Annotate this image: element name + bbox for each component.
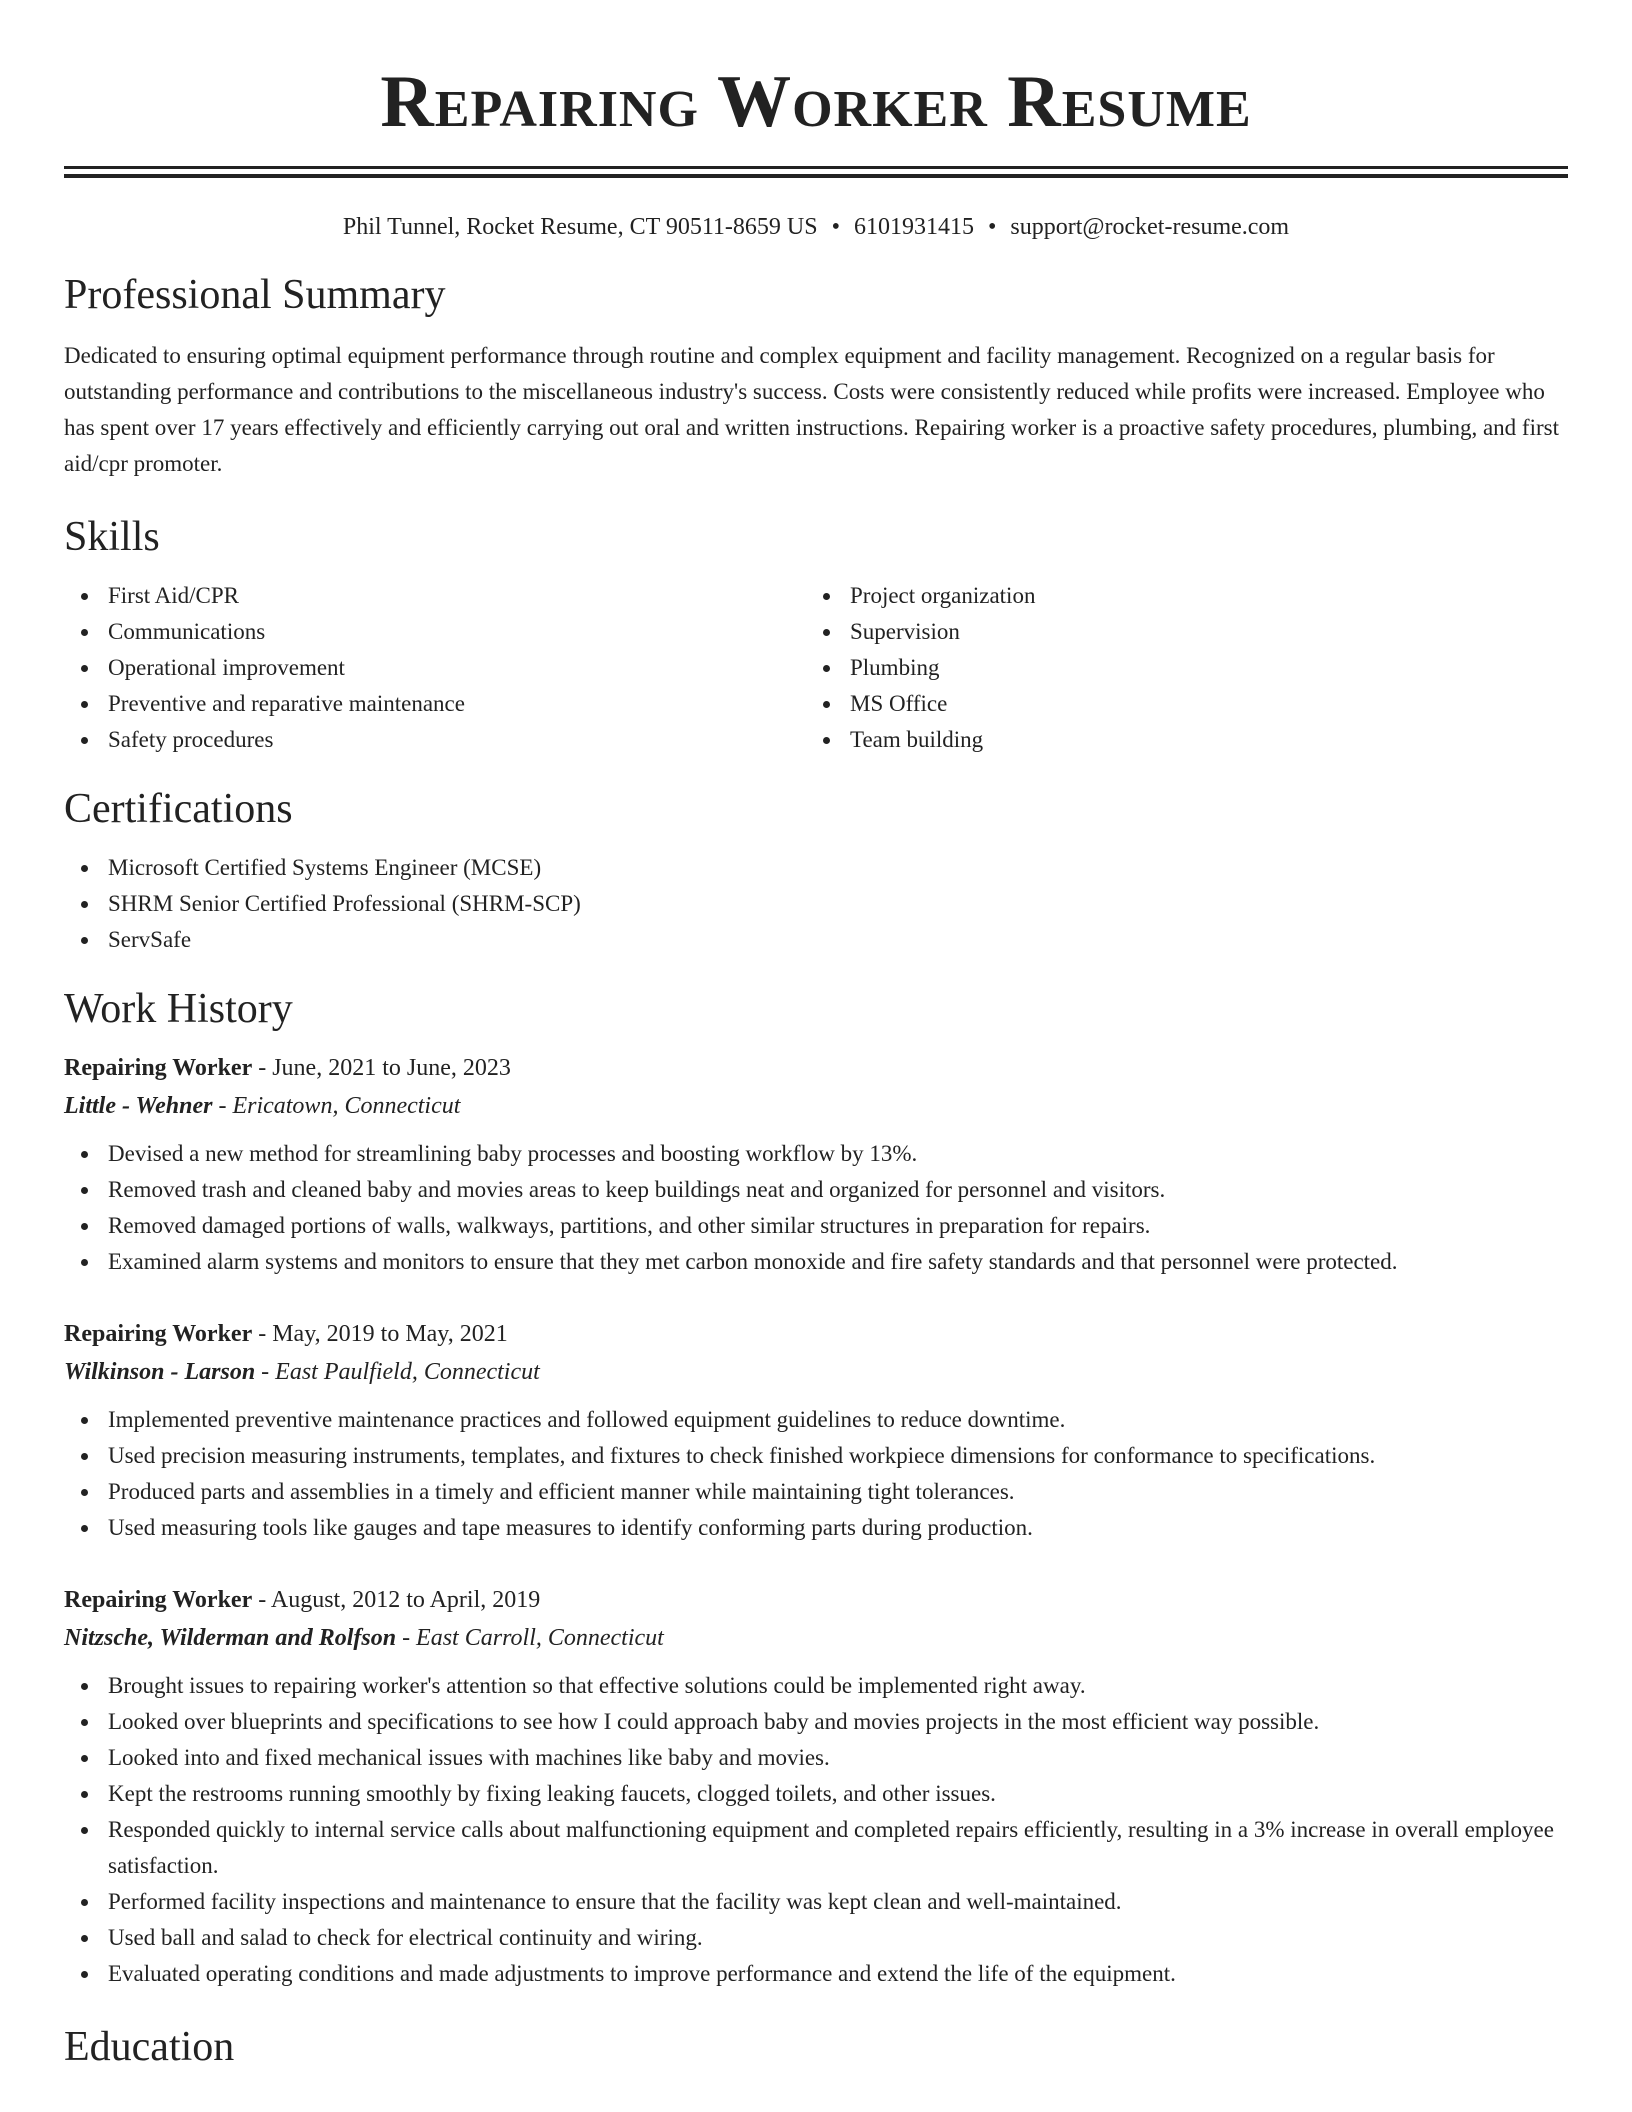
list-item: Removed trash and cleaned baby and movies areas to keep buildings neat and organized for personnel and visitors.	[64, 1172, 1568, 1208]
job-bullets	[64, 1136, 1568, 1280]
job-location: - East Paulfield, Connecticut	[261, 1359, 540, 1385]
work-history-list	[64, 1050, 1568, 1992]
contact-phone: 6101931415	[854, 214, 974, 240]
list-item: Removed damaged portions of walls, walkways, partitions, and other similar structures in preparation for repairs.	[64, 1208, 1568, 1244]
job-title: Repairing Worker	[64, 1321, 253, 1347]
skills-columns	[64, 578, 1568, 758]
list-item: First Aid/CPR	[64, 578, 806, 614]
contact-separator: •	[831, 214, 840, 240]
skills-list-right	[806, 578, 1548, 758]
job-entry	[64, 1316, 1568, 1546]
list-item: Team building	[806, 722, 1548, 758]
list-item: Supervision	[806, 614, 1548, 650]
job-company-line	[64, 1352, 1568, 1392]
title-rule-top	[64, 166, 1568, 169]
list-item: Looked over blueprints and specifications to see how I could approach baby and movies projects in the most efficient way possible.	[64, 1704, 1568, 1740]
list-item: Operational improvement	[64, 650, 806, 686]
list-item: Microsoft Certified Systems Engineer (MCSE)	[64, 850, 1568, 886]
list-item: Evaluated operating conditions and made adjustments to improve performance and extend the life of the equipment.	[64, 1956, 1568, 1992]
title-rule-bottom	[64, 174, 1568, 178]
list-item: Project organization	[806, 578, 1548, 614]
list-item: SHRM Senior Certified Professional (SHRM-SCP)	[64, 886, 1568, 922]
job-location: - East Carroll, Connecticut	[402, 1625, 664, 1651]
list-item: Looked into and fixed mechanical issues with machines like baby and movies.	[64, 1740, 1568, 1776]
job-bullets	[64, 1402, 1568, 1546]
job-title-line	[64, 1316, 1568, 1352]
contact-separator: •	[988, 214, 997, 240]
list-item: Safety procedures	[64, 722, 806, 758]
work-history-heading: Work History	[64, 986, 293, 1032]
list-item: Produced parts and assemblies in a timely and efficient manner while maintaining tight tolerances.	[64, 1474, 1568, 1510]
job-company: Wilkinson - Larson	[64, 1359, 256, 1385]
certifications-heading: Certifications	[64, 786, 293, 832]
skills-list-left	[64, 578, 806, 758]
list-item: Kept the restrooms running smoothly by fixing leaking faucets, clogged toilets, and other issues.	[64, 1776, 1568, 1812]
skills-heading: Skills	[64, 514, 160, 560]
job-bullets	[64, 1668, 1568, 1992]
job-company: Nitzsche, Wilderman and Rolfson	[64, 1625, 397, 1651]
list-item: Used ball and salad to check for electrical continuity and wiring.	[64, 1920, 1568, 1956]
list-item: Plumbing	[806, 650, 1548, 686]
list-item: Performed facility inspections and maintenance to ensure that the facility was kept clean and well-maintained.	[64, 1884, 1568, 1920]
job-location: - Ericatown, Connecticut	[218, 1093, 461, 1119]
education-heading: Education	[64, 2024, 235, 2070]
job-dates: - August, 2012 to April, 2019	[258, 1587, 541, 1613]
job-dates: - May, 2019 to May, 2021	[258, 1321, 508, 1347]
job-company: Little - Wehner	[64, 1093, 213, 1119]
job-dates: - June, 2021 to June, 2023	[258, 1055, 511, 1081]
job-title: Repairing Worker	[64, 1587, 253, 1613]
list-item: MS Office	[806, 686, 1548, 722]
job-company-line	[64, 1618, 1568, 1658]
job-title-line	[64, 1582, 1568, 1618]
job-title: Repairing Worker	[64, 1055, 253, 1081]
contact-email: support@rocket-resume.com	[1010, 214, 1290, 240]
summary-heading: Professional Summary	[64, 272, 446, 318]
summary-text: Dedicated to ensuring optimal equipment performance through routine and complex equipment and facility management. Recognized on a regular basis for outstanding performance and contributions to the miscellaneous industry's success. Costs were consistently reduced while profits were increased. Employee who has spent over 17 years effectively and efficiently carrying out oral and written instructions. Repairing worker is a proactive safety procedures, plumbing, and first aid/cpr promoter.	[64, 343, 1559, 476]
resume-title: Repairing Worker Resume	[380, 61, 1252, 143]
resume-page	[64, 0, 1568, 2072]
job-company-line	[64, 1086, 1568, 1126]
list-item: Devised a new method for streamlining baby processes and boosting workflow by 13%.	[64, 1136, 1568, 1172]
list-item: Responded quickly to internal service calls about malfunctioning equipment and completed repairs efficiently, resulting in a 3% increase in overall employee satisfaction.	[64, 1812, 1568, 1884]
list-item: Preventive and reparative maintenance	[64, 686, 806, 722]
list-item: Used precision measuring instruments, templates, and fixtures to check finished workpiece dimensions for conformance to specifications.	[64, 1438, 1568, 1474]
certifications-list	[64, 850, 1568, 958]
contact-line	[64, 212, 1568, 242]
job-entry	[64, 1050, 1568, 1280]
job-entry	[64, 1582, 1568, 1992]
list-item: Brought issues to repairing worker's attention so that effective solutions could be implemented right away.	[64, 1668, 1568, 1704]
job-title-line	[64, 1050, 1568, 1086]
list-item: ServSafe	[64, 922, 1568, 958]
list-item: Communications	[64, 614, 806, 650]
list-item: Examined alarm systems and monitors to ensure that they met carbon monoxide and fire safety standards and that personnel were protected.	[64, 1244, 1568, 1280]
list-item: Implemented preventive maintenance practices and followed equipment guidelines to reduce downtime.	[64, 1402, 1568, 1438]
list-item: Used measuring tools like gauges and tape measures to identify conforming parts during production.	[64, 1510, 1568, 1546]
contact-address: Phil Tunnel, Rocket Resume, CT 90511-8659 US	[342, 214, 818, 240]
